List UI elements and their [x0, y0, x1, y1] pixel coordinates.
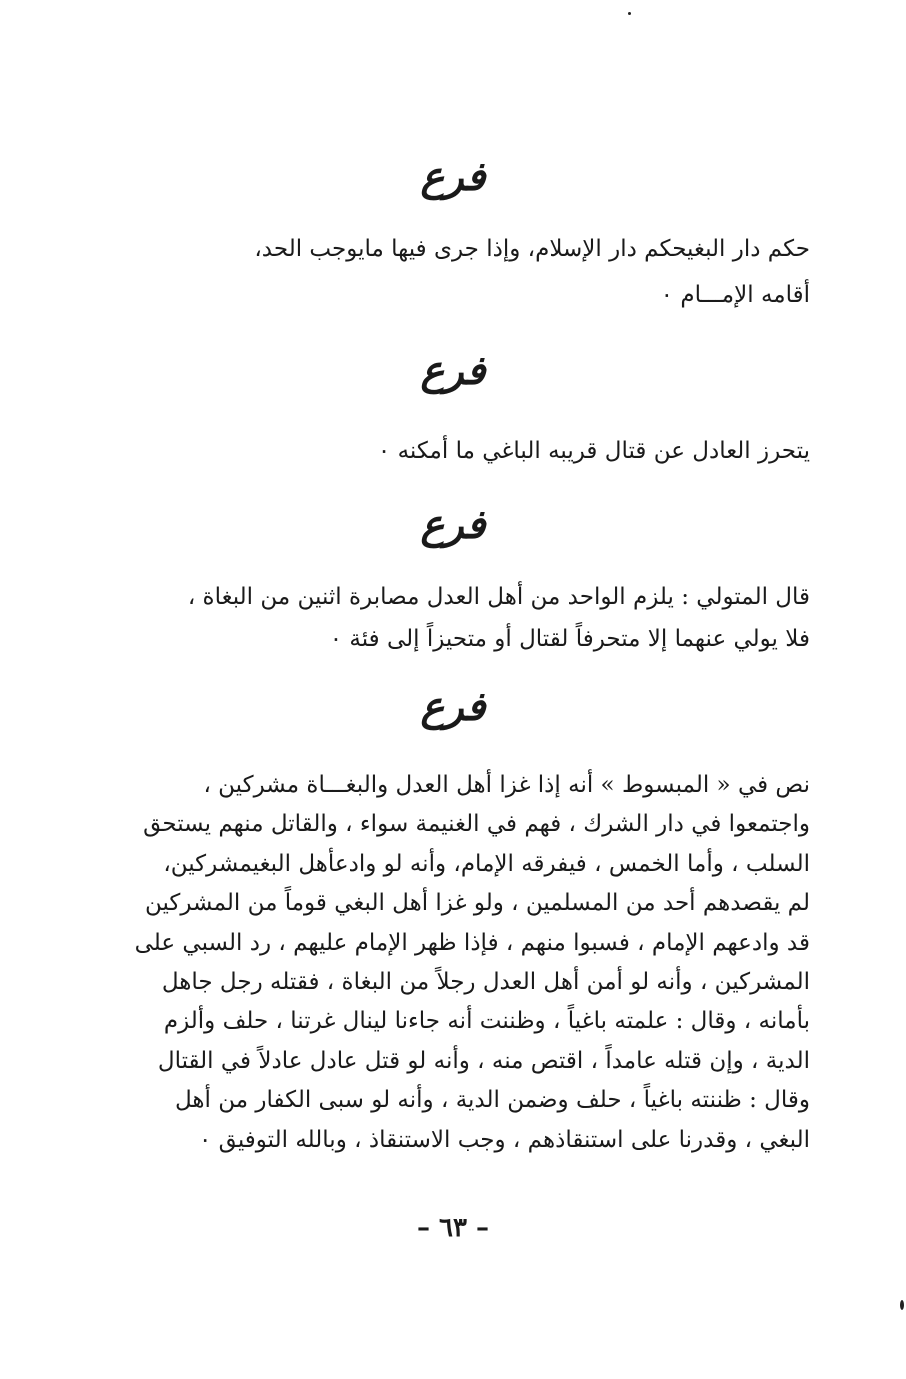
- paragraph-line: أقامه الإمـــام ٠: [660, 282, 810, 308]
- scan-speck: [628, 12, 631, 15]
- paragraph-line: قد وادعهم الإمام ، فسبوا منهم ، فإذا ظهر الإمام عليهم ، رد السبي على: [134, 929, 810, 956]
- section-heading-1: فرع: [420, 153, 486, 200]
- paragraph-line: يتحرز العادل عن قتال قريبه الباغي ما أمكنه ٠: [377, 438, 810, 464]
- section-heading-3: فرع: [420, 501, 486, 548]
- paragraph-line: الدية ، وإن قتله عامداً ، اقتص منه ، وأنه لو قتل عادل عادلاً في القتال: [157, 1047, 810, 1074]
- section-2-paragraph: [150, 428, 810, 474]
- paragraph-line: المشركين ، وأنه لو أمن أهل العدل رجلاً من البغاة ، فقتله رجل جاهل: [161, 969, 810, 996]
- paragraph-line: السلب ، وأما الخمس ، فيفرقه الإمام، وأنه لو وادعأهل البغيمشركين،: [163, 850, 810, 877]
- section-4-paragraph: [134, 766, 810, 1160]
- section-heading-4: فرع: [420, 683, 486, 730]
- paragraph-line: نص في « المبسوط » أنه إذا غزا أهل العدل والبغـــاة مشركين ،: [203, 772, 810, 798]
- section-heading-2: فرع: [420, 347, 486, 394]
- paragraph-line: قال المتولي : يلزم الواحد من أهل العدل مصابرة اثنين من البغاة ،: [187, 584, 810, 610]
- paragraph-line: وقال : ظننته باغياً ، حلف وضمن الدية ، وأنه لو سبى الكفار من أهل: [174, 1087, 810, 1114]
- paragraph-line: بأمانه ، وقال : علمته باغياً ، وظننت أنه جاءنا لينال غرتنا ، حلف وألزم: [163, 1008, 810, 1035]
- section-1-paragraph: [150, 226, 810, 318]
- paragraph-line: واجتمعوا في دار الشرك ، فهم في الغنيمة سواء ، والقاتل منهم يستحق: [143, 811, 810, 838]
- paragraph-line: لم يقصدهم أحد من المسلمين ، ولو غزا أهل البغي قوماً من المشركين: [144, 890, 810, 917]
- page-number: – ٦٣ –: [416, 1213, 490, 1243]
- paragraph-line: البغي ، وقدرنا على استنقاذهم ، وجب الاستنقاذ ، وبالله التوفيق ٠: [199, 1126, 810, 1153]
- paragraph-line: حكم دار البغيحكم دار الإسلام، وإذا جرى فيها مايوجب الحد،: [254, 236, 810, 262]
- paragraph-line: فلا يولي عنهما إلا متحرفاً لقتال أو متحيزاً إلى فئة ٠: [329, 626, 810, 652]
- section-3-paragraph: [150, 576, 810, 660]
- scan-speck: [900, 1300, 904, 1310]
